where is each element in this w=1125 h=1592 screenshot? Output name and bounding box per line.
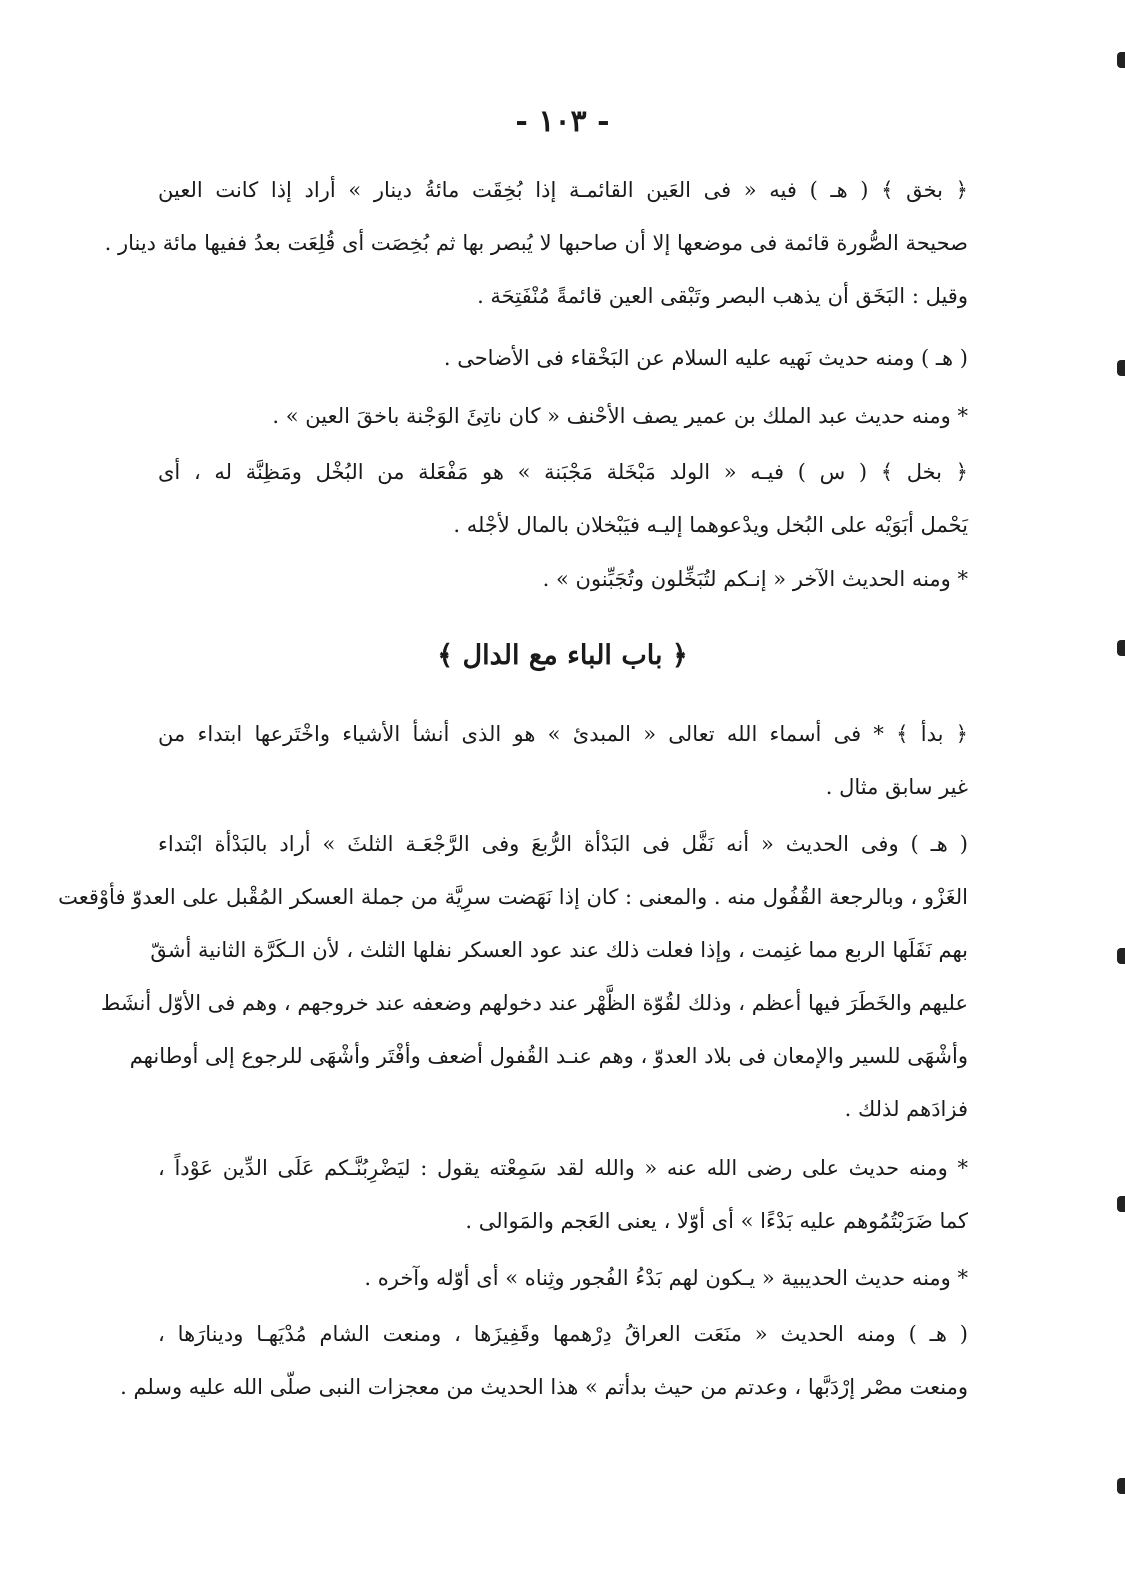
text-line-8: * ومنه الحديث الآخر « إنـكم لتُبَخِّلون وتُجَبِّنون » . <box>542 567 968 591</box>
scan-edge-mark <box>1117 948 1125 964</box>
text-line-10: غير سابق مثال . <box>825 775 968 799</box>
text-line-9: ﴿ بدأ ﴾ * فى أسماء الله تعالى « المبدئ » هو الذى أنشأ الأشياء واخْتَرعها ابتداء من <box>158 722 968 746</box>
text-line-6: ﴿ بخل ﴾ ( س ) فيـه « الولد مَبْخَلة مَجْبَنة » هو مَفْعَلة من البُخْل ومَظِنَّة له ، أى <box>158 460 968 484</box>
text-line-4: ( هـ ) ومنه حديث نَهيه عليه السلام عن البَخْقاء فى الأضاحى . <box>443 346 968 370</box>
text-line-11: ( هـ ) وفى الحديث « أنه نَفَّل فى البَدْأة الرُّبعَ وفى الرَّجْعَـة الثلثَ » أراد بالبَدْأة ابْتداء <box>158 832 968 856</box>
text-line-14: عليهم والخَطَرَ فيها أعظم ، وذلك لقُوّة الظَّهْر عند دخولهم وضعفه عند خروجهم ، وهم فى الأوّل أنشَط <box>100 991 968 1015</box>
text-line-21: ومنعت مصْر إرْدَبَّها ، وعدتم من حيث بدأتم » هذا الحديث من معجزات النبى صلّى الله عليه وسلم . <box>120 1375 968 1399</box>
text-line-7: يَحْمل أبَوَيْه على البُخل ويدْعوهما إليـه فيَبْخلان بالمال لأجْله . <box>453 513 968 537</box>
text-line-17: * ومنه حديث على رضى الله عنه « والله لقد سَمِعْته يقول : ليَضْرِبُنَّـكم عَلَى الدِّين عَوْداً ، <box>158 1156 968 1180</box>
scan-edge-mark <box>1117 1196 1125 1212</box>
scan-edge-mark <box>1117 52 1125 68</box>
section-heading: ﴿ باب الباء مع الدال ﴾ <box>437 640 688 671</box>
scan-edge-mark <box>1117 360 1125 376</box>
text-line-2: صحيحة الصُّورة قائمة فى موضعها إلا أن صاحبها لا يُبصر بها ثم بُخِصَت أى قُلِعَت بعدُ ففيها مائة دينار . <box>104 231 968 255</box>
scan-edge-mark <box>1117 1478 1125 1494</box>
text-line-13: بهم نَفَلَها الربع مما غنِمت ، وإذا فعلت ذلك عند عود العسكر نفلها الثلث ، لأن الـكَرَّة الثانية أشقّ <box>150 938 968 962</box>
text-line-12: الغَزْو ، وبالرجعة القُفُول منه . والمعنى : كان إذا نَهَضت سرِيَّة من جملة العسكر المُقْبل على العدوّ فأوْقعت <box>58 885 968 909</box>
text-line-19: * ومنه حديث الحديبية « يـكون لهم بَدْءُ الفُجور وثِناه » أى أوّله وآخره . <box>364 1266 968 1290</box>
page-number: - ١٠٣ - <box>515 104 610 139</box>
text-line-5: * ومنه حديث عبد الملك بن عمير يصف الأحْنف « كان ناتِئَ الوَجْنة باخقَ العين » . <box>272 404 968 428</box>
text-line-20: ( هـ ) ومنه الحديث « منَعَت العراقُ دِرْهمها وقَفِيزَها ، ومنعت الشام مُدْيَهـا ودينارَها ، <box>158 1322 968 1346</box>
text-line-16: فزادَهم لذلك . <box>844 1097 968 1121</box>
text-line-18: كما ضَرَبْتُمُوهم عليه بَدْءًا » أى أوّلا ، يعنى العَجم والمَوالى . <box>465 1209 968 1233</box>
text-line-1: ﴿ بخق ﴾ ( هـ ) فيه « فى العَين القائمـة إذا بُخِقَت مائةُ دينار » أراد إذا كانت العين <box>158 178 968 202</box>
text-line-3: وقيل : البَخَق أن يذهب البصر وتَبْقى العين قائمةً مُنْفَتِحَة . <box>477 284 968 308</box>
scan-edge-mark <box>1117 640 1125 656</box>
text-line-15: وأشْهَى للسير والإمعان فى بلاد العدوّ ، وهم عنـد القُفول أضعف وأفْتَر وأشْهَى للرجوع إلى أوطانهم <box>129 1044 968 1068</box>
